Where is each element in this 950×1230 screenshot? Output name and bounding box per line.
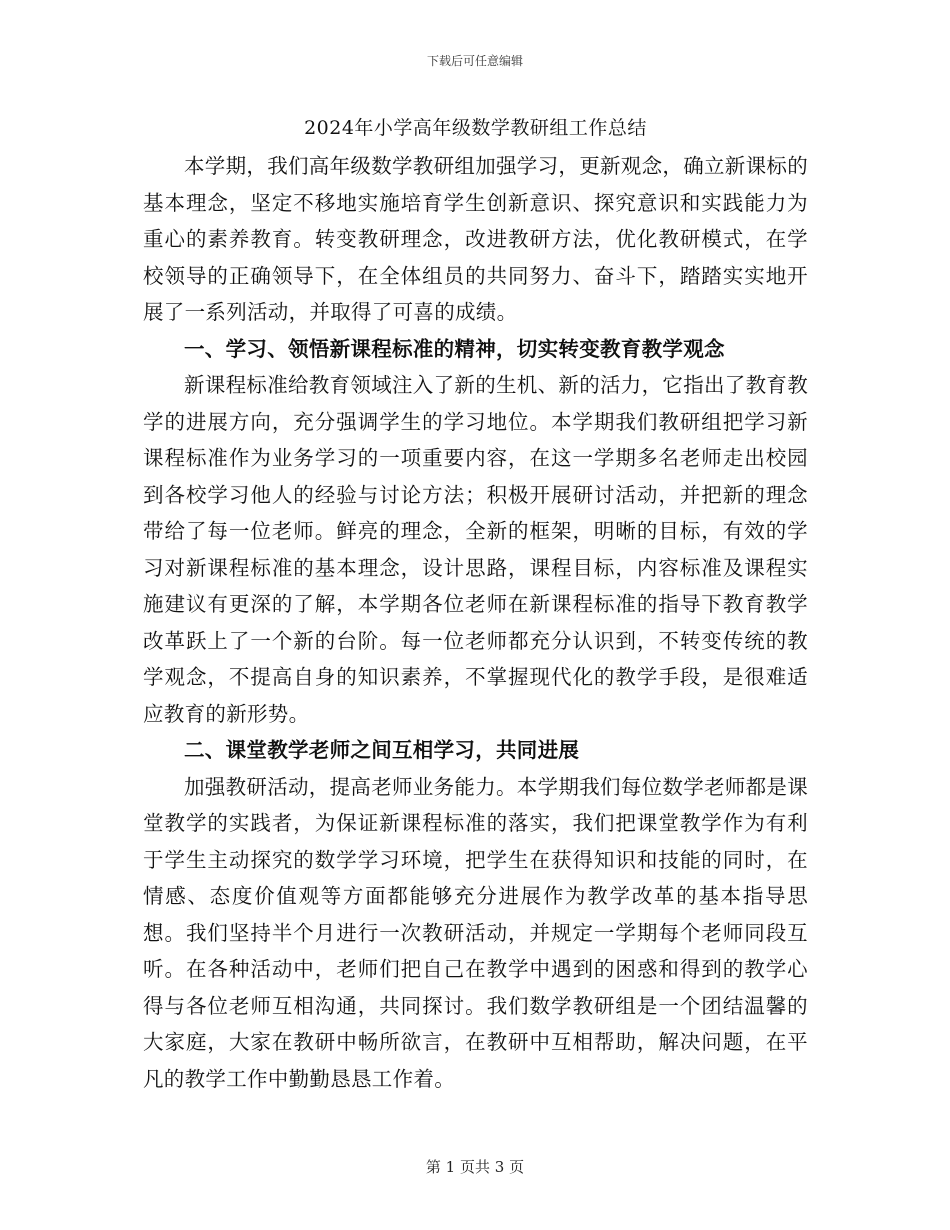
section-1-body: 新课程标准给教育领域注入了新的生机、新的活力，它指出了教育教学的进展方向，充分强调学生的学习地位。本学期我们教研组把学习新课程标准作为业务学习的一项重要内容，在这一学期多名老师走出校园到各校学习他人的经验与讨论方法；积极开展研讨活动，并把新的理念带给了每一位老师。鲜亮的理念，全新的框架，明晰的目标，有效的学习对新课程标准的基本理念，设计思路，课程目标，内容标准及课程实施建议有更深的了解，本学期各位老师在新课程标准的指导下教育教学改革跃上了一个新的台阶。每一位老师都充分认识到，不转变传统的教学观念，不提高自身的知识素养，不掌握现代化的教学手段，是很难适应教育的新形势。 bbox=[143, 373, 808, 726]
document-title: 2024年小学高年级数学教研组工作总结 bbox=[304, 117, 647, 139]
page-number: 第 1 页共 3 页 bbox=[425, 1158, 525, 1176]
header-note: 下载后可任意编辑 bbox=[426, 54, 523, 68]
section-1-heading: 一、学习、领悟新课程标准的精神，切实转变教育教学观念 bbox=[184, 336, 725, 361]
section-2-heading: 二、课堂教学老师之间互相学习，共同进展 bbox=[184, 738, 580, 762]
intro-paragraph: 本学期，我们高年级数学教研组加强学习，更新观念，确立新课标的基本理念，坚定不移地实施培育学生创新意识、探究意识和实践能力为重心的素养教育。转变教研理念，改进教研方法，优化教研模式，在学校领导的正确领导下，在全体组员的共同努力、奋斗下，踏踏实实地开展了一系列活动，并取得了可喜的成绩。 bbox=[143, 154, 808, 324]
section-2-body: 加强教研活动，提高老师业务能力。本学期我们每位数学老师都是课堂教学的实践者，为保证新课程标准的落实，我们把课堂教学作为有利于学生主动探究的数学学习环境，把学生在获得知识和技能的同时，在情感、态度价值观等方面都能够充分进展作为教学改革的基本指导思想。我们坚持半个月进行一次教研活动，并规定一学期每个老师同段互听。在各种活动中，老师们把自己在教学中遇到的困惑和得到的教学心得与各位老师互相沟通，共同探讨。我们数学教研组是一个团结温馨的大家庭，大家在教研中畅所欲言，在教研中互相帮助，解决问题，在平凡的教学工作中勤勤恳恳工作着。 bbox=[143, 774, 808, 1091]
document-content bbox=[143, 112, 808, 1097]
